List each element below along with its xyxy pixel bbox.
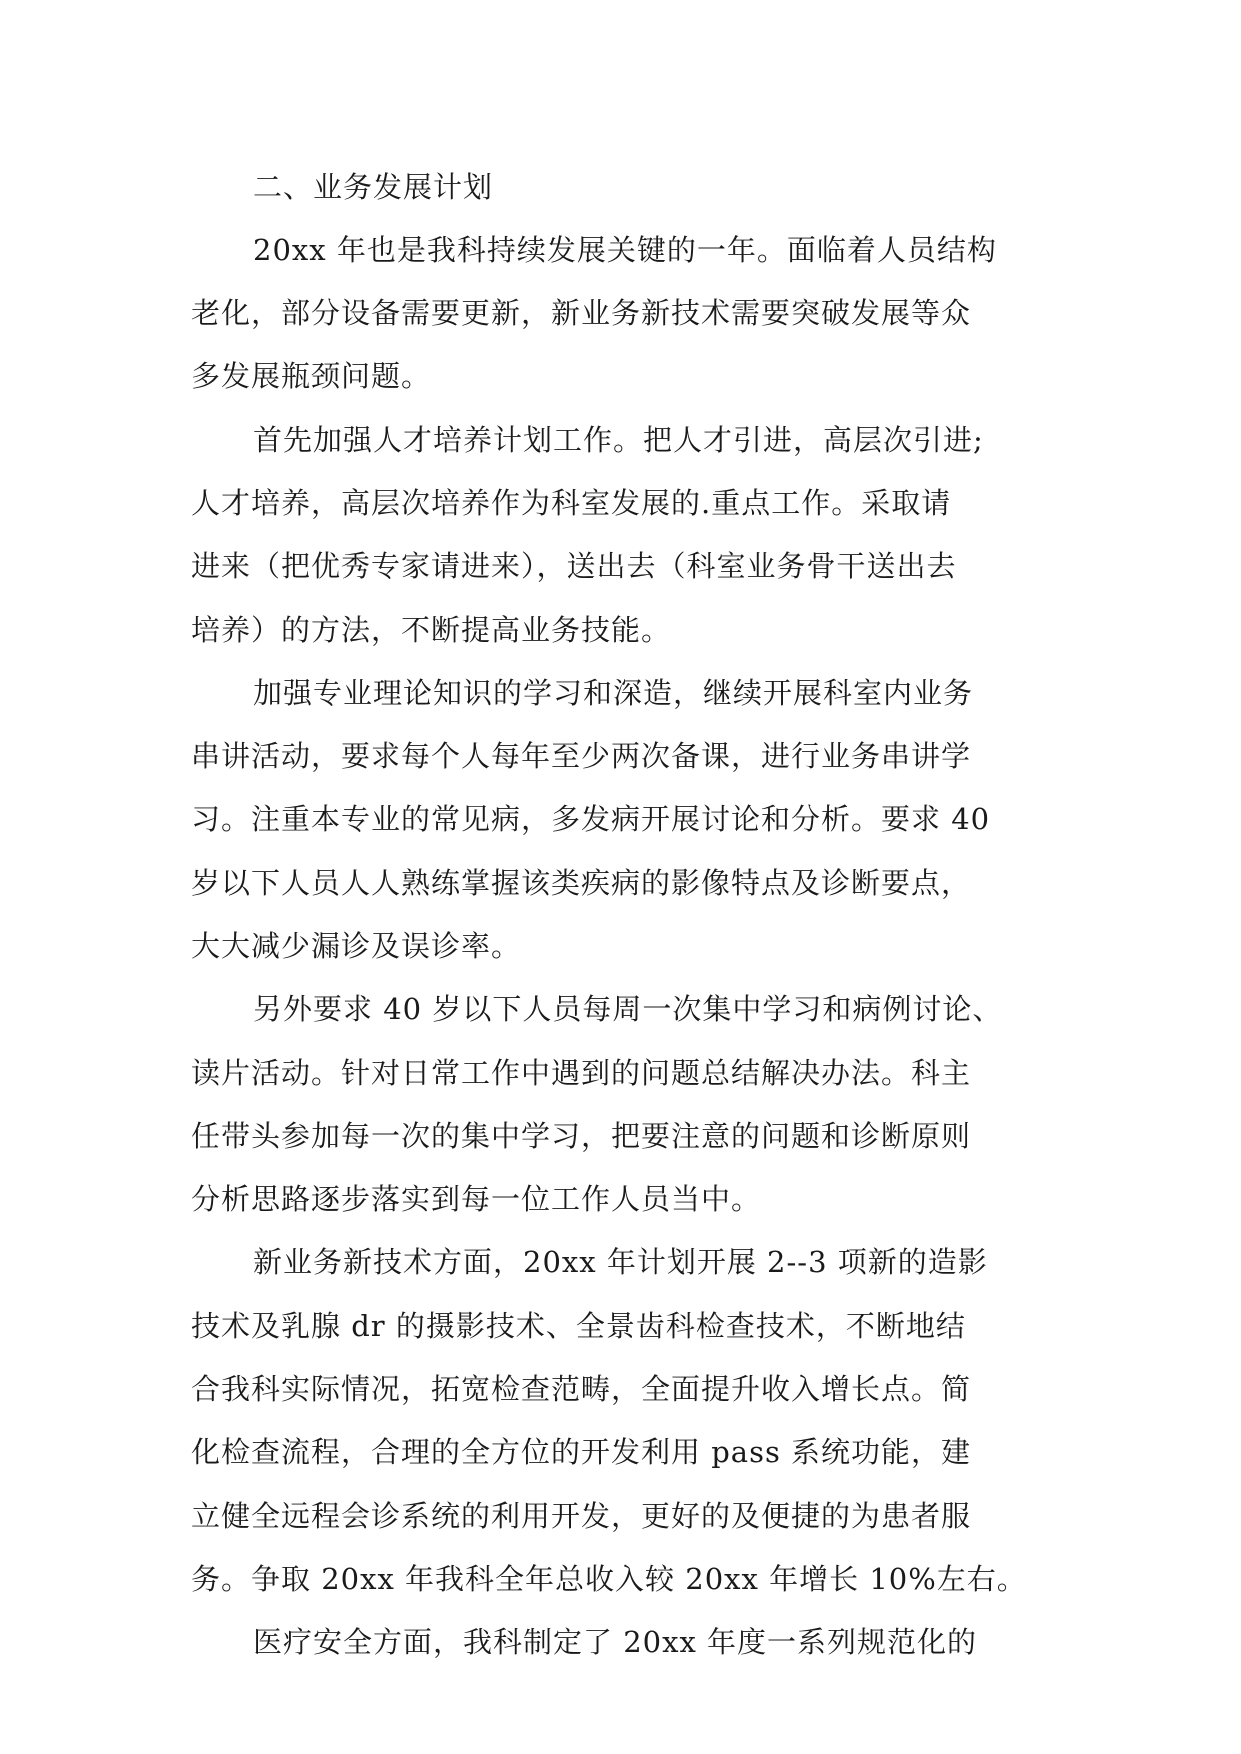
paragraph-line: 串讲活动，要求每个人每年至少两次备课，进行业务串讲学 <box>191 739 972 773</box>
paragraph-line: 20xx 年也是我科持续发展关键的一年。面临着人员结构 <box>253 233 997 267</box>
paragraph-line: 合我科实际情况，拓宽检查范畴，全面提升收入增长点。简 <box>191 1372 972 1406</box>
paragraph-line: 加强专业理论知识的学习和深造，继续开展科室内业务 <box>253 676 974 710</box>
paragraph-line: 立健全远程会诊系统的利用开发，更好的及便捷的为患者服 <box>191 1499 972 1533</box>
paragraph-line: 任带头参加每一次的集中学习，把要注意的问题和诊断原则 <box>191 1119 972 1153</box>
paragraph-line: 进来（把优秀专家请进来），送出去（科室业务骨干送出去 <box>191 549 957 583</box>
paragraph-line: 培养）的方法，不断提高业务技能。 <box>191 613 672 647</box>
paragraph-line: 新业务新技术方面，20xx 年计划开展 2--3 项新的造影 <box>253 1245 988 1279</box>
paragraph-line: 化检查流程，合理的全方位的开发利用 pass 系统功能，建 <box>191 1435 972 1469</box>
paragraph-line: 首先加强人才培养计划工作。把人才引进，高层次引进; <box>253 423 984 457</box>
paragraph-line: 大大减少漏诊及误诊率。 <box>191 929 522 963</box>
paragraph-line: 多发展瓶颈问题。 <box>191 359 432 393</box>
paragraph-line: 习。注重本专业的常见病，多发病开展讨论和分析。要求 40 <box>191 802 991 836</box>
paragraph-line: 分析思路逐步落实到每一位工作人员当中。 <box>191 1182 762 1216</box>
paragraph-line: 老化，部分设备需要更新，新业务新技术需要突破发展等众 <box>191 296 972 330</box>
paragraph-line: 人才培养，高层次培养作为科室发展的.重点工作。采取请 <box>191 486 952 520</box>
paragraph-line: 技术及乳腺 dr 的摄影技术、全景齿科检查技术，不断地结 <box>191 1309 966 1343</box>
paragraph-line: 医疗安全方面，我科制定了 20xx 年度一系列规范化的 <box>253 1625 978 1659</box>
section-heading: 二、业务发展计划 <box>253 170 494 204</box>
paragraph-line: 另外要求 40 岁以下人员每周一次集中学习和病例讨论、 <box>253 992 1003 1026</box>
paragraph-line: 岁以下人员人人熟练掌握该类疾病的影像特点及诊断要点， <box>191 866 972 900</box>
paragraph-line: 务。争取 20xx 年我科全年总收入较 20xx 年增长 10%左右。 <box>191 1562 1027 1596</box>
paragraph-line: 读片活动。针对日常工作中遇到的问题总结解决办法。科主 <box>191 1056 972 1090</box>
